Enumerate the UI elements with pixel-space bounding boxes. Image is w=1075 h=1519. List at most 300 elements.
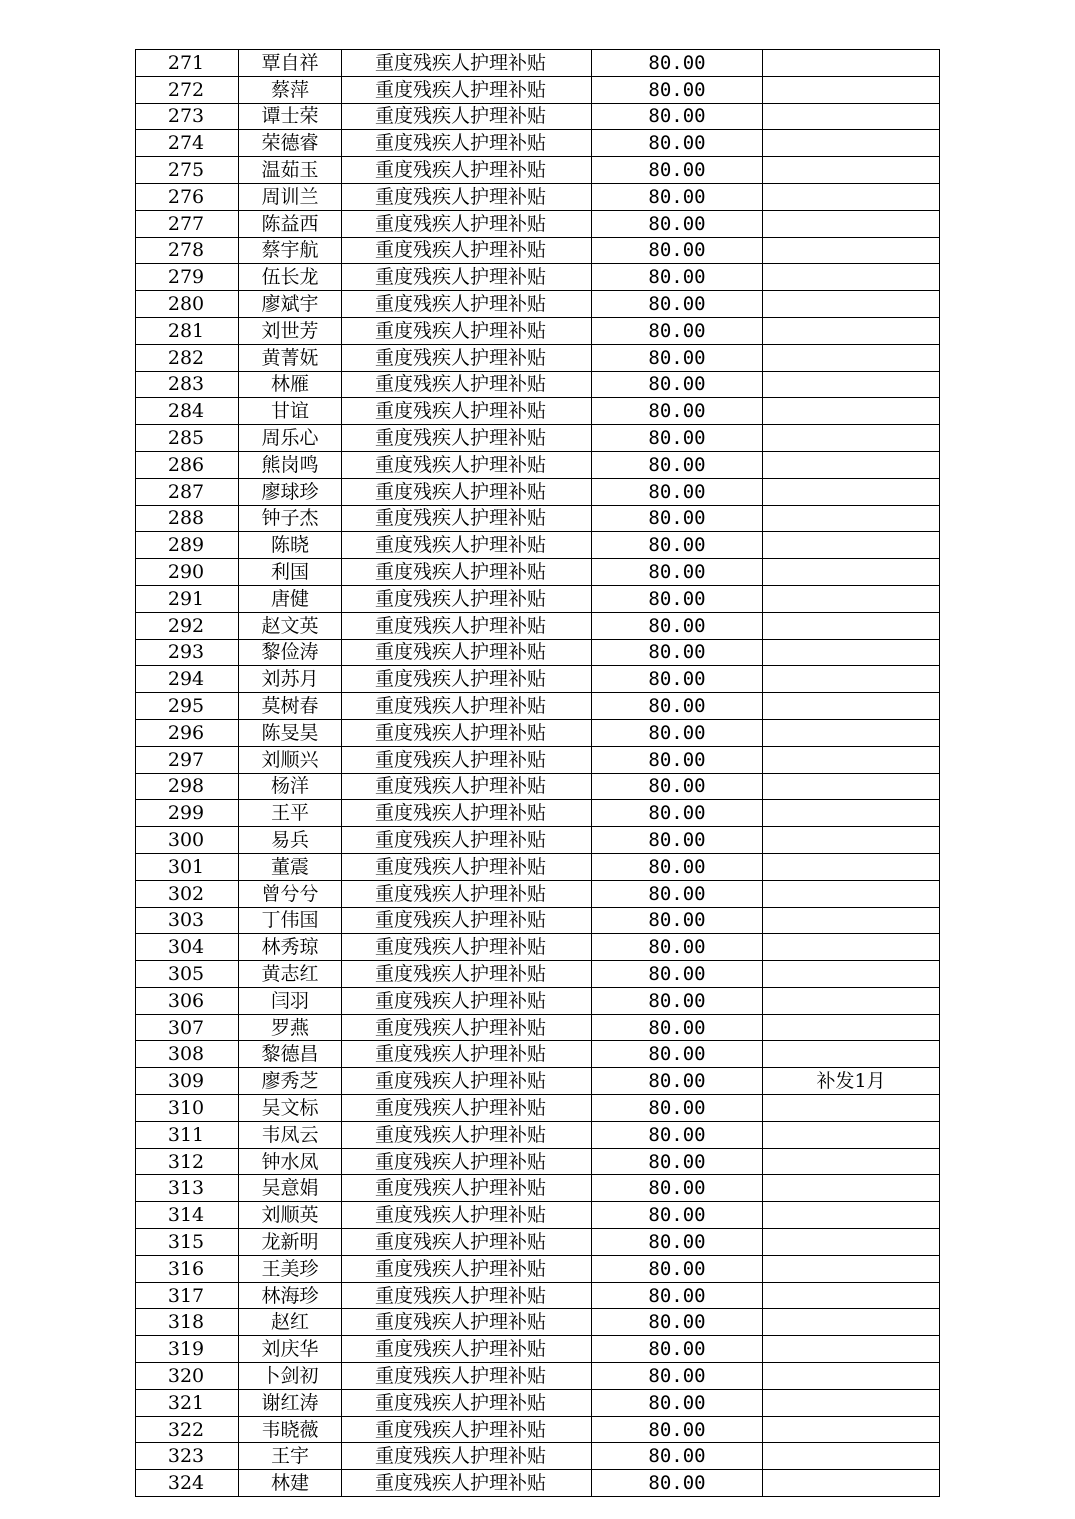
amount-cell: 80.00 xyxy=(592,746,763,773)
table-row xyxy=(136,1041,940,1068)
row-number-cell: 273 xyxy=(136,103,239,130)
subsidy-item-cell: 重度残疾人护理补贴 xyxy=(342,398,592,425)
table-row xyxy=(136,237,940,264)
recipient-name-cell: 黄菁妩 xyxy=(239,344,342,371)
row-number-cell: 316 xyxy=(136,1255,239,1282)
remark-cell xyxy=(763,746,940,773)
recipient-name-cell: 刘庆华 xyxy=(239,1336,342,1363)
subsidy-table xyxy=(135,49,940,1497)
recipient-name-cell: 周乐心 xyxy=(239,425,342,452)
recipient-name-cell: 黎俭涛 xyxy=(239,639,342,666)
remark-cell xyxy=(763,1121,940,1148)
recipient-name-cell: 钟水凤 xyxy=(239,1148,342,1175)
remark-cell xyxy=(763,210,940,237)
recipient-name-cell: 林建 xyxy=(239,1470,342,1497)
amount-cell: 80.00 xyxy=(592,505,763,532)
subsidy-item-cell: 重度残疾人护理补贴 xyxy=(342,746,592,773)
table-row xyxy=(136,76,940,103)
table-row xyxy=(136,1309,940,1336)
recipient-name-cell: 廖秀芝 xyxy=(239,1068,342,1095)
row-number-cell: 282 xyxy=(136,344,239,371)
recipient-name-cell: 谢红涛 xyxy=(239,1389,342,1416)
table-row xyxy=(136,1470,940,1497)
amount-cell: 80.00 xyxy=(592,532,763,559)
subsidy-item-cell: 重度残疾人护理补贴 xyxy=(342,719,592,746)
remark-cell xyxy=(763,1470,940,1497)
table-row xyxy=(136,157,940,184)
amount-cell: 80.00 xyxy=(592,800,763,827)
table-row xyxy=(136,1121,940,1148)
amount-cell: 80.00 xyxy=(592,559,763,586)
row-number-cell: 278 xyxy=(136,237,239,264)
subsidy-table-body xyxy=(136,50,940,1497)
amount-cell: 80.00 xyxy=(592,719,763,746)
subsidy-item-cell: 重度残疾人护理补贴 xyxy=(342,371,592,398)
row-number-cell: 280 xyxy=(136,291,239,318)
row-number-cell: 289 xyxy=(136,532,239,559)
table-row xyxy=(136,827,940,854)
row-number-cell: 307 xyxy=(136,1014,239,1041)
amount-cell: 80.00 xyxy=(592,693,763,720)
row-number-cell: 271 xyxy=(136,50,239,77)
table-row xyxy=(136,961,940,988)
amount-cell: 80.00 xyxy=(592,827,763,854)
subsidy-item-cell: 重度残疾人护理补贴 xyxy=(342,934,592,961)
recipient-name-cell: 莫树春 xyxy=(239,693,342,720)
recipient-name-cell: 杨洋 xyxy=(239,773,342,800)
remark-cell xyxy=(763,907,940,934)
amount-cell: 80.00 xyxy=(592,451,763,478)
table-row xyxy=(136,344,940,371)
subsidy-item-cell: 重度残疾人护理补贴 xyxy=(342,103,592,130)
row-number-cell: 283 xyxy=(136,371,239,398)
remark-cell xyxy=(763,934,940,961)
remark-cell xyxy=(763,719,940,746)
remark-cell xyxy=(763,666,940,693)
row-number-cell: 319 xyxy=(136,1336,239,1363)
table-row xyxy=(136,559,940,586)
remark-cell xyxy=(763,639,940,666)
amount-cell: 80.00 xyxy=(592,478,763,505)
subsidy-item-cell: 重度残疾人护理补贴 xyxy=(342,987,592,1014)
subsidy-item-cell: 重度残疾人护理补贴 xyxy=(342,532,592,559)
subsidy-item-cell: 重度残疾人护理补贴 xyxy=(342,344,592,371)
recipient-name-cell: 曾兮兮 xyxy=(239,880,342,907)
recipient-name-cell: 蔡萍 xyxy=(239,76,342,103)
remark-cell xyxy=(763,612,940,639)
subsidy-item-cell: 重度残疾人护理补贴 xyxy=(342,880,592,907)
table-row xyxy=(136,1095,940,1122)
table-row xyxy=(136,425,940,452)
row-number-cell: 313 xyxy=(136,1175,239,1202)
subsidy-item-cell: 重度残疾人护理补贴 xyxy=(342,907,592,934)
remark-cell xyxy=(763,1336,940,1363)
recipient-name-cell: 丁伟国 xyxy=(239,907,342,934)
row-number-cell: 302 xyxy=(136,880,239,907)
subsidy-item-cell: 重度残疾人护理补贴 xyxy=(342,773,592,800)
amount-cell: 80.00 xyxy=(592,1095,763,1122)
subsidy-item-cell: 重度残疾人护理补贴 xyxy=(342,478,592,505)
row-number-cell: 314 xyxy=(136,1202,239,1229)
table-row xyxy=(136,1416,940,1443)
remark-cell xyxy=(763,1095,940,1122)
subsidy-item-cell: 重度残疾人护理补贴 xyxy=(342,210,592,237)
recipient-name-cell: 周训兰 xyxy=(239,183,342,210)
recipient-name-cell: 利国 xyxy=(239,559,342,586)
subsidy-item-cell: 重度残疾人护理补贴 xyxy=(342,612,592,639)
table-row xyxy=(136,532,940,559)
remark-cell xyxy=(763,827,940,854)
row-number-cell: 288 xyxy=(136,505,239,532)
amount-cell: 80.00 xyxy=(592,1121,763,1148)
table-row xyxy=(136,130,940,157)
table-row xyxy=(136,451,940,478)
subsidy-item-cell: 重度残疾人护理补贴 xyxy=(342,1202,592,1229)
subsidy-item-cell: 重度残疾人护理补贴 xyxy=(342,1309,592,1336)
remark-cell xyxy=(763,1363,940,1390)
remark-cell xyxy=(763,532,940,559)
amount-cell: 80.00 xyxy=(592,1363,763,1390)
table-row xyxy=(136,1229,940,1256)
recipient-name-cell: 廖斌宇 xyxy=(239,291,342,318)
row-number-cell: 312 xyxy=(136,1148,239,1175)
amount-cell: 80.00 xyxy=(592,157,763,184)
row-number-cell: 275 xyxy=(136,157,239,184)
remark-cell xyxy=(763,1443,940,1470)
amount-cell: 80.00 xyxy=(592,1014,763,1041)
recipient-name-cell: 唐健 xyxy=(239,585,342,612)
recipient-name-cell: 龙新明 xyxy=(239,1229,342,1256)
remark-cell xyxy=(763,237,940,264)
recipient-name-cell: 吴意娟 xyxy=(239,1175,342,1202)
recipient-name-cell: 黄志红 xyxy=(239,961,342,988)
remark-cell xyxy=(763,103,940,130)
table-row xyxy=(136,1389,940,1416)
recipient-name-cell: 韦晓薇 xyxy=(239,1416,342,1443)
recipient-name-cell: 韦凤云 xyxy=(239,1121,342,1148)
subsidy-item-cell: 重度残疾人护理补贴 xyxy=(342,1148,592,1175)
recipient-name-cell: 刘世芳 xyxy=(239,317,342,344)
remark-cell xyxy=(763,1229,940,1256)
table-row xyxy=(136,1255,940,1282)
amount-cell: 80.00 xyxy=(592,1282,763,1309)
row-number-cell: 290 xyxy=(136,559,239,586)
amount-cell: 80.00 xyxy=(592,585,763,612)
table-row xyxy=(136,1363,940,1390)
remark-cell xyxy=(763,76,940,103)
remark-cell xyxy=(763,291,940,318)
recipient-name-cell: 黎德昌 xyxy=(239,1041,342,1068)
recipient-name-cell: 钟子杰 xyxy=(239,505,342,532)
amount-cell: 80.00 xyxy=(592,344,763,371)
row-number-cell: 310 xyxy=(136,1095,239,1122)
remark-cell xyxy=(763,1175,940,1202)
subsidy-item-cell: 重度残疾人护理补贴 xyxy=(342,130,592,157)
row-number-cell: 298 xyxy=(136,773,239,800)
remark-cell xyxy=(763,1041,940,1068)
recipient-name-cell: 刘苏月 xyxy=(239,666,342,693)
row-number-cell: 321 xyxy=(136,1389,239,1416)
subsidy-item-cell: 重度残疾人护理补贴 xyxy=(342,1014,592,1041)
amount-cell: 80.00 xyxy=(592,1229,763,1256)
amount-cell: 80.00 xyxy=(592,961,763,988)
recipient-name-cell: 董震 xyxy=(239,853,342,880)
recipient-name-cell: 林秀琼 xyxy=(239,934,342,961)
amount-cell: 80.00 xyxy=(592,1148,763,1175)
row-number-cell: 293 xyxy=(136,639,239,666)
row-number-cell: 320 xyxy=(136,1363,239,1390)
subsidy-item-cell: 重度残疾人护理补贴 xyxy=(342,1095,592,1122)
remark-cell xyxy=(763,961,940,988)
remark-cell xyxy=(763,800,940,827)
remark-cell xyxy=(763,344,940,371)
table-row xyxy=(136,1148,940,1175)
amount-cell: 80.00 xyxy=(592,371,763,398)
table-row xyxy=(136,1443,940,1470)
amount-cell: 80.00 xyxy=(592,639,763,666)
row-number-cell: 281 xyxy=(136,317,239,344)
subsidy-item-cell: 重度残疾人护理补贴 xyxy=(342,1282,592,1309)
remark-cell xyxy=(763,371,940,398)
row-number-cell: 297 xyxy=(136,746,239,773)
remark-cell xyxy=(763,1416,940,1443)
table-row xyxy=(136,210,940,237)
remark-cell xyxy=(763,398,940,425)
subsidy-item-cell: 重度残疾人护理补贴 xyxy=(342,76,592,103)
row-number-cell: 305 xyxy=(136,961,239,988)
subsidy-item-cell: 重度残疾人护理补贴 xyxy=(342,1389,592,1416)
recipient-name-cell: 蔡宇航 xyxy=(239,237,342,264)
remark-cell: 补发1月 xyxy=(763,1068,940,1095)
subsidy-item-cell: 重度残疾人护理补贴 xyxy=(342,1416,592,1443)
remark-cell xyxy=(763,1255,940,1282)
table-row xyxy=(136,398,940,425)
table-row xyxy=(136,800,940,827)
remark-cell xyxy=(763,183,940,210)
amount-cell: 80.00 xyxy=(592,1389,763,1416)
amount-cell: 80.00 xyxy=(592,1175,763,1202)
amount-cell: 80.00 xyxy=(592,907,763,934)
row-number-cell: 318 xyxy=(136,1309,239,1336)
remark-cell xyxy=(763,1014,940,1041)
row-number-cell: 285 xyxy=(136,425,239,452)
table-row xyxy=(136,291,940,318)
remark-cell xyxy=(763,317,940,344)
amount-cell: 80.00 xyxy=(592,1470,763,1497)
row-number-cell: 323 xyxy=(136,1443,239,1470)
recipient-name-cell: 卜剑初 xyxy=(239,1363,342,1390)
subsidy-item-cell: 重度残疾人护理补贴 xyxy=(342,639,592,666)
subsidy-item-cell: 重度残疾人护理补贴 xyxy=(342,1229,592,1256)
remark-cell xyxy=(763,559,940,586)
remark-cell xyxy=(763,1202,940,1229)
table-row xyxy=(136,880,940,907)
amount-cell: 80.00 xyxy=(592,210,763,237)
table-row xyxy=(136,1175,940,1202)
subsidy-item-cell: 重度残疾人护理补贴 xyxy=(342,505,592,532)
table-row xyxy=(136,50,940,77)
amount-cell: 80.00 xyxy=(592,425,763,452)
amount-cell: 80.00 xyxy=(592,1202,763,1229)
amount-cell: 80.00 xyxy=(592,76,763,103)
remark-cell xyxy=(763,1389,940,1416)
row-number-cell: 276 xyxy=(136,183,239,210)
table-row xyxy=(136,478,940,505)
amount-cell: 80.00 xyxy=(592,880,763,907)
amount-cell: 80.00 xyxy=(592,1336,763,1363)
table-row xyxy=(136,103,940,130)
amount-cell: 80.00 xyxy=(592,130,763,157)
amount-cell: 80.00 xyxy=(592,1416,763,1443)
recipient-name-cell: 甘谊 xyxy=(239,398,342,425)
table-row xyxy=(136,317,940,344)
subsidy-item-cell: 重度残疾人护理补贴 xyxy=(342,50,592,77)
recipient-name-cell: 刘顺英 xyxy=(239,1202,342,1229)
subsidy-item-cell: 重度残疾人护理补贴 xyxy=(342,1121,592,1148)
table-row xyxy=(136,639,940,666)
recipient-name-cell: 赵红 xyxy=(239,1309,342,1336)
recipient-name-cell: 林海珍 xyxy=(239,1282,342,1309)
subsidy-item-cell: 重度残疾人护理补贴 xyxy=(342,585,592,612)
table-row xyxy=(136,746,940,773)
row-number-cell: 286 xyxy=(136,451,239,478)
row-number-cell: 308 xyxy=(136,1041,239,1068)
subsidy-item-cell: 重度残疾人护理补贴 xyxy=(342,853,592,880)
row-number-cell: 303 xyxy=(136,907,239,934)
row-number-cell: 274 xyxy=(136,130,239,157)
subsidy-item-cell: 重度残疾人护理补贴 xyxy=(342,1363,592,1390)
row-number-cell: 299 xyxy=(136,800,239,827)
table-row xyxy=(136,907,940,934)
table-row xyxy=(136,987,940,1014)
table-row xyxy=(136,1282,940,1309)
recipient-name-cell: 王美珍 xyxy=(239,1255,342,1282)
table-row xyxy=(136,371,940,398)
amount-cell: 80.00 xyxy=(592,1443,763,1470)
subsidy-item-cell: 重度残疾人护理补贴 xyxy=(342,800,592,827)
row-number-cell: 284 xyxy=(136,398,239,425)
remark-cell xyxy=(763,1282,940,1309)
amount-cell: 80.00 xyxy=(592,1068,763,1095)
remark-cell xyxy=(763,130,940,157)
amount-cell: 80.00 xyxy=(592,183,763,210)
row-number-cell: 301 xyxy=(136,853,239,880)
recipient-name-cell: 温茹玉 xyxy=(239,157,342,184)
recipient-name-cell: 谭士荣 xyxy=(239,103,342,130)
recipient-name-cell: 王宇 xyxy=(239,1443,342,1470)
amount-cell: 80.00 xyxy=(592,934,763,961)
amount-cell: 80.00 xyxy=(592,1255,763,1282)
amount-cell: 80.00 xyxy=(592,666,763,693)
remark-cell xyxy=(763,1309,940,1336)
row-number-cell: 304 xyxy=(136,934,239,961)
row-number-cell: 291 xyxy=(136,585,239,612)
table-row xyxy=(136,853,940,880)
amount-cell: 80.00 xyxy=(592,103,763,130)
subsidy-item-cell: 重度残疾人护理补贴 xyxy=(342,559,592,586)
row-number-cell: 272 xyxy=(136,76,239,103)
recipient-name-cell: 赵文英 xyxy=(239,612,342,639)
subsidy-item-cell: 重度残疾人护理补贴 xyxy=(342,291,592,318)
table-row xyxy=(136,585,940,612)
table-row xyxy=(136,773,940,800)
recipient-name-cell: 陈旻昊 xyxy=(239,719,342,746)
table-row xyxy=(136,183,940,210)
subsidy-item-cell: 重度残疾人护理补贴 xyxy=(342,425,592,452)
subsidy-item-cell: 重度残疾人护理补贴 xyxy=(342,666,592,693)
remark-cell xyxy=(763,425,940,452)
remark-cell xyxy=(763,451,940,478)
row-number-cell: 296 xyxy=(136,719,239,746)
subsidy-item-cell: 重度残疾人护理补贴 xyxy=(342,1041,592,1068)
row-number-cell: 322 xyxy=(136,1416,239,1443)
recipient-name-cell: 覃自祥 xyxy=(239,50,342,77)
subsidy-item-cell: 重度残疾人护理补贴 xyxy=(342,1175,592,1202)
table-row xyxy=(136,612,940,639)
recipient-name-cell: 荣德睿 xyxy=(239,130,342,157)
remark-cell xyxy=(763,693,940,720)
row-number-cell: 306 xyxy=(136,987,239,1014)
amount-cell: 80.00 xyxy=(592,317,763,344)
subsidy-item-cell: 重度残疾人护理补贴 xyxy=(342,1068,592,1095)
subsidy-item-cell: 重度残疾人护理补贴 xyxy=(342,1470,592,1497)
subsidy-item-cell: 重度残疾人护理补贴 xyxy=(342,693,592,720)
amount-cell: 80.00 xyxy=(592,237,763,264)
amount-cell: 80.00 xyxy=(592,987,763,1014)
recipient-name-cell: 吴文标 xyxy=(239,1095,342,1122)
recipient-name-cell: 闫羽 xyxy=(239,987,342,1014)
row-number-cell: 287 xyxy=(136,478,239,505)
recipient-name-cell: 陈益西 xyxy=(239,210,342,237)
subsidy-item-cell: 重度残疾人护理补贴 xyxy=(342,183,592,210)
remark-cell xyxy=(763,50,940,77)
row-number-cell: 315 xyxy=(136,1229,239,1256)
recipient-name-cell: 熊岗鸣 xyxy=(239,451,342,478)
table-row xyxy=(136,1014,940,1041)
subsidy-item-cell: 重度残疾人护理补贴 xyxy=(342,1255,592,1282)
remark-cell xyxy=(763,505,940,532)
subsidy-item-cell: 重度残疾人护理补贴 xyxy=(342,451,592,478)
amount-cell: 80.00 xyxy=(592,264,763,291)
subsidy-item-cell: 重度残疾人护理补贴 xyxy=(342,827,592,854)
amount-cell: 80.00 xyxy=(592,773,763,800)
subsidy-item-cell: 重度残疾人护理补贴 xyxy=(342,264,592,291)
table-row xyxy=(136,1202,940,1229)
remark-cell xyxy=(763,585,940,612)
remark-cell xyxy=(763,478,940,505)
subsidy-item-cell: 重度残疾人护理补贴 xyxy=(342,1443,592,1470)
subsidy-item-cell: 重度残疾人护理补贴 xyxy=(342,317,592,344)
remark-cell xyxy=(763,157,940,184)
amount-cell: 80.00 xyxy=(592,612,763,639)
table-row xyxy=(136,264,940,291)
subsidy-item-cell: 重度残疾人护理补贴 xyxy=(342,1336,592,1363)
amount-cell: 80.00 xyxy=(592,398,763,425)
recipient-name-cell: 易兵 xyxy=(239,827,342,854)
row-number-cell: 309 xyxy=(136,1068,239,1095)
amount-cell: 80.00 xyxy=(592,1041,763,1068)
amount-cell: 80.00 xyxy=(592,853,763,880)
recipient-name-cell: 刘顺兴 xyxy=(239,746,342,773)
row-number-cell: 294 xyxy=(136,666,239,693)
remark-cell xyxy=(763,1148,940,1175)
table-row xyxy=(136,505,940,532)
amount-cell: 80.00 xyxy=(592,50,763,77)
row-number-cell: 292 xyxy=(136,612,239,639)
recipient-name-cell: 罗燕 xyxy=(239,1014,342,1041)
row-number-cell: 300 xyxy=(136,827,239,854)
table-row xyxy=(136,1068,940,1095)
